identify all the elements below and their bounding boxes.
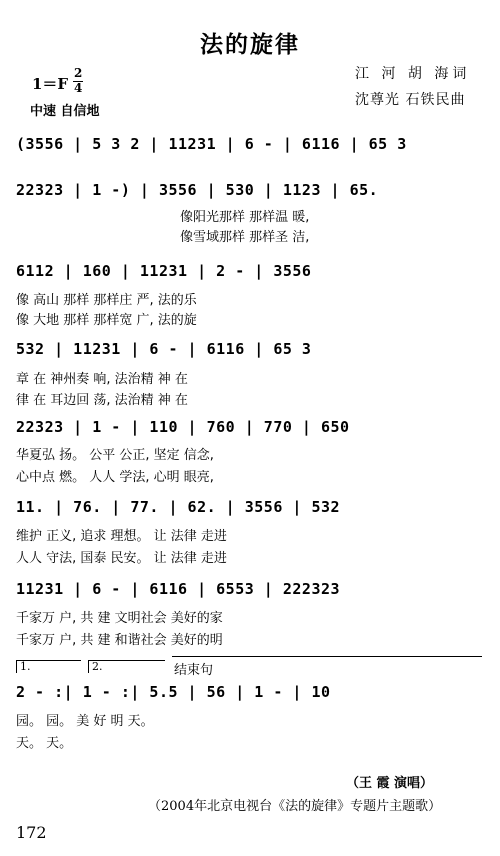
lyrics-line-3b: 像 大地 那样 那样宽 广, 法的旋 [16, 313, 197, 328]
lyrics-line-4a: 章 在 神州奏 响, 法治精 神 在 [16, 372, 188, 387]
ending-bracket [172, 656, 482, 669]
notation-line-7: 11231 | 6 - | 6116 | 6553 | 222323 [16, 580, 341, 598]
notation-line-4: 532 | 11231 | 6 - | 6116 | 65 3 [16, 340, 312, 358]
song-caption: （2004年北京电视台《法的旋律》专题片主题歌） [148, 799, 442, 814]
lyricist-credit: 江 河 胡 海词 [355, 66, 471, 82]
lyrics-line-8a: 园。 园。 美 好 明 天。 [16, 714, 154, 729]
song-title: 法的旋律 [200, 31, 300, 58]
lyrics-line-5b: 心中点 燃。 人人 学法, 心明 眼亮, [16, 470, 214, 485]
tempo-marking: 中速 自信地 [30, 104, 100, 119]
key-signature: 1＝F [32, 75, 69, 93]
ending-label: 结束句 [174, 663, 214, 678]
time-signature-denominator: 4 [74, 81, 83, 95]
lyrics-line-5a: 华夏弘 扬。 公平 公正, 坚定 信念, [16, 448, 214, 463]
lyrics-line-4b: 律 在 耳边回 荡, 法治精 神 在 [16, 393, 188, 408]
time-signature-numerator: 2 [74, 66, 83, 80]
notation-line-8: 2 - :| 1 - :| 5.5 | 56 | 1 - | 10 [16, 683, 331, 701]
lyrics-line-2a: 像阳光那样 那样温 暖, [180, 210, 310, 225]
lyrics-line-7b: 千家万 户, 共 建 和谐社会 美好的明 [16, 633, 223, 648]
volta-1-label: 1. [20, 660, 31, 673]
lyrics-line-8b: 天。 天。 [16, 736, 73, 751]
performer-credit: （王 霞 演唱） [346, 776, 434, 791]
composer-credit: 沈尊光 石铁民曲 [355, 92, 466, 108]
lyrics-line-6a: 维护 正义, 追求 理想。 让 法律 走进 [16, 529, 227, 544]
volta-2-label: 2. [92, 660, 103, 673]
notation-line-5: 22323 | 1 - | 110 | 760 | 770 | 650 [16, 418, 350, 436]
notation-line-1: (3556 | 5 3 2 | 11231 | 6 - | 6116 | 65 3 [16, 135, 407, 153]
lyrics-line-2b: 像雪域那样 那样圣 洁, [180, 230, 310, 245]
lyrics-line-3a: 像 高山 那样 那样庄 严, 法的乐 [16, 293, 197, 308]
notation-line-3: 6112 | 160 | 11231 | 2 - | 3556 [16, 262, 312, 280]
lyrics-line-7a: 千家万 户, 共 建 文明社会 美好的家 [16, 611, 223, 626]
page-number: 172 [16, 823, 47, 842]
notation-line-6: 11. | 76. | 77. | 62. | 3556 | 532 [16, 498, 341, 516]
notation-line-2: 22323 | 1 -) | 3556 | 530 | 1123 | 65. [16, 181, 379, 199]
lyrics-line-6b: 人人 守法, 国泰 民安。 让 法律 走进 [16, 551, 227, 566]
